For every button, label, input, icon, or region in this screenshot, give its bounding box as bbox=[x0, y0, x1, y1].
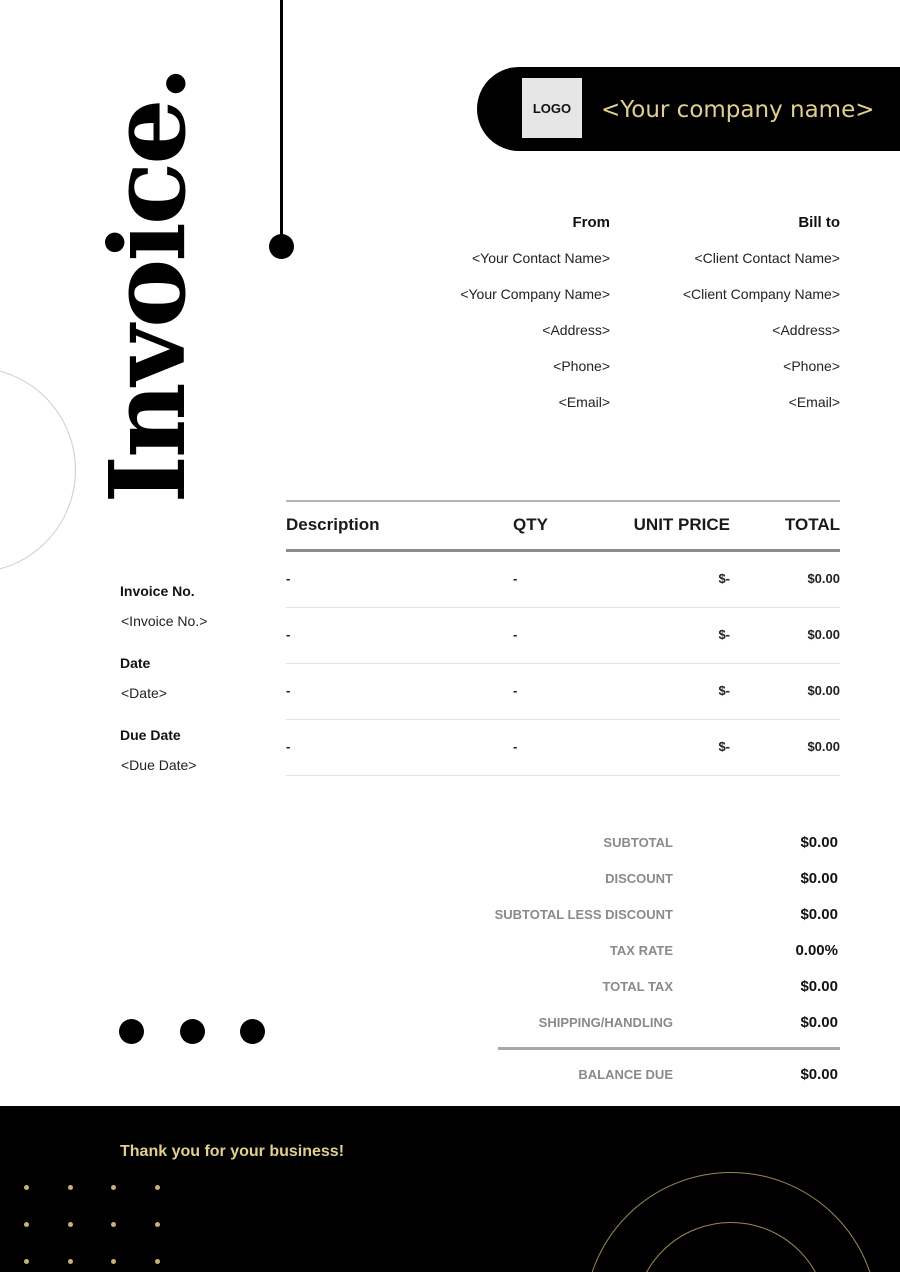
header-banner bbox=[477, 67, 900, 151]
subtotal-label: SUBTOTAL bbox=[603, 835, 673, 850]
row-qty: - bbox=[513, 571, 518, 586]
from-email: <Email> bbox=[558, 394, 610, 410]
header-description: Description bbox=[286, 515, 380, 534]
header-qty: QTY bbox=[513, 515, 548, 534]
tax-rate-label: TAX RATE bbox=[609, 943, 673, 958]
footer-dot bbox=[68, 1222, 73, 1227]
discount-label: DISCOUNT bbox=[605, 871, 673, 886]
decorative-dot bbox=[119, 1019, 144, 1044]
date-label: Date bbox=[120, 655, 151, 671]
from-company-name: <Your Company Name> bbox=[460, 286, 610, 302]
bill-to-contact-name: <Client Contact Name> bbox=[694, 250, 840, 266]
bill-to-phone: <Phone> bbox=[783, 358, 840, 374]
footer-dot bbox=[155, 1185, 160, 1190]
shipping-handling-label: SHIPPING/HANDLING bbox=[538, 1015, 673, 1030]
row-total: $0.00 bbox=[807, 683, 840, 698]
total-tax-label: TOTAL TAX bbox=[602, 979, 673, 994]
decorative-dot bbox=[180, 1019, 205, 1044]
footer-dot bbox=[155, 1222, 160, 1227]
table-row bbox=[286, 608, 840, 664]
items-table bbox=[286, 500, 840, 776]
from-block bbox=[460, 214, 610, 416]
company-name: <Your company name> bbox=[601, 97, 875, 123]
table-row bbox=[286, 720, 840, 776]
decorative-circle bbox=[0, 367, 76, 573]
subtotal-less-discount-value: $0.00 bbox=[800, 906, 838, 923]
balance-due-label: BALANCE DUE bbox=[578, 1067, 673, 1082]
from-address: <Address> bbox=[542, 322, 610, 338]
table-row bbox=[286, 552, 840, 608]
row-qty: - bbox=[513, 683, 518, 698]
row-qty: - bbox=[513, 627, 518, 642]
row-description: - bbox=[286, 683, 291, 698]
subtotal-value: $0.00 bbox=[800, 834, 838, 851]
thank-you-message: Thank you for your business! bbox=[120, 1143, 345, 1160]
row-unit-price: $- bbox=[718, 627, 730, 642]
total-tax-value: $0.00 bbox=[800, 978, 838, 995]
row-total: $0.00 bbox=[807, 739, 840, 754]
bill-to-heading: Bill to bbox=[798, 214, 840, 231]
invoice-no-value: <Invoice No.> bbox=[121, 613, 208, 629]
from-contact-name: <Your Contact Name> bbox=[471, 250, 610, 266]
footer-dot bbox=[24, 1222, 29, 1227]
totals-divider bbox=[498, 1047, 840, 1050]
due-date-label: Due Date bbox=[120, 727, 181, 743]
pendant-dot bbox=[269, 234, 294, 259]
footer-dot bbox=[111, 1185, 116, 1190]
subtotal-less-discount-label: SUBTOTAL LESS DISCOUNT bbox=[494, 907, 673, 922]
row-description: - bbox=[286, 627, 291, 642]
row-total: $0.00 bbox=[807, 571, 840, 586]
table-row bbox=[286, 664, 840, 720]
invoice-title: Invoice. bbox=[86, 68, 209, 504]
due-date-value: <Due Date> bbox=[121, 757, 197, 773]
footer-dot bbox=[68, 1259, 73, 1264]
bill-to-block bbox=[683, 214, 840, 416]
invoice-no-label: Invoice No. bbox=[120, 583, 195, 599]
footer-dot bbox=[111, 1259, 116, 1264]
discount-value: $0.00 bbox=[800, 870, 838, 887]
pendant-line bbox=[280, 0, 283, 240]
row-unit-price: $- bbox=[718, 739, 730, 754]
row-description: - bbox=[286, 571, 291, 586]
footer-dot bbox=[24, 1259, 29, 1264]
footer-dot bbox=[68, 1185, 73, 1190]
row-description: - bbox=[286, 739, 291, 754]
header-unit-price: UNIT PRICE bbox=[633, 515, 730, 534]
table-header bbox=[286, 500, 840, 552]
footer-dot bbox=[155, 1259, 160, 1264]
footer-dot bbox=[111, 1222, 116, 1227]
footer-dot bbox=[24, 1185, 29, 1190]
bill-to-address: <Address> bbox=[772, 322, 840, 338]
date-value: <Date> bbox=[121, 685, 167, 701]
shipping-handling-value: $0.00 bbox=[800, 1014, 838, 1031]
from-heading: From bbox=[572, 214, 610, 231]
balance-due-value: $0.00 bbox=[800, 1066, 838, 1083]
row-unit-price: $- bbox=[718, 683, 730, 698]
row-total: $0.00 bbox=[807, 627, 840, 642]
header-total: TOTAL bbox=[784, 515, 840, 534]
row-unit-price: $- bbox=[718, 571, 730, 586]
row-qty: - bbox=[513, 739, 518, 754]
from-phone: <Phone> bbox=[553, 358, 610, 374]
footer bbox=[0, 1106, 900, 1272]
logo-placeholder: LOGO bbox=[522, 78, 582, 138]
title-wrap bbox=[86, 55, 209, 517]
tax-rate-value: 0.00% bbox=[795, 942, 838, 959]
bill-to-company-name: <Client Company Name> bbox=[682, 286, 840, 302]
decorative-dot bbox=[240, 1019, 265, 1044]
bill-to-email: <Email> bbox=[788, 394, 840, 410]
